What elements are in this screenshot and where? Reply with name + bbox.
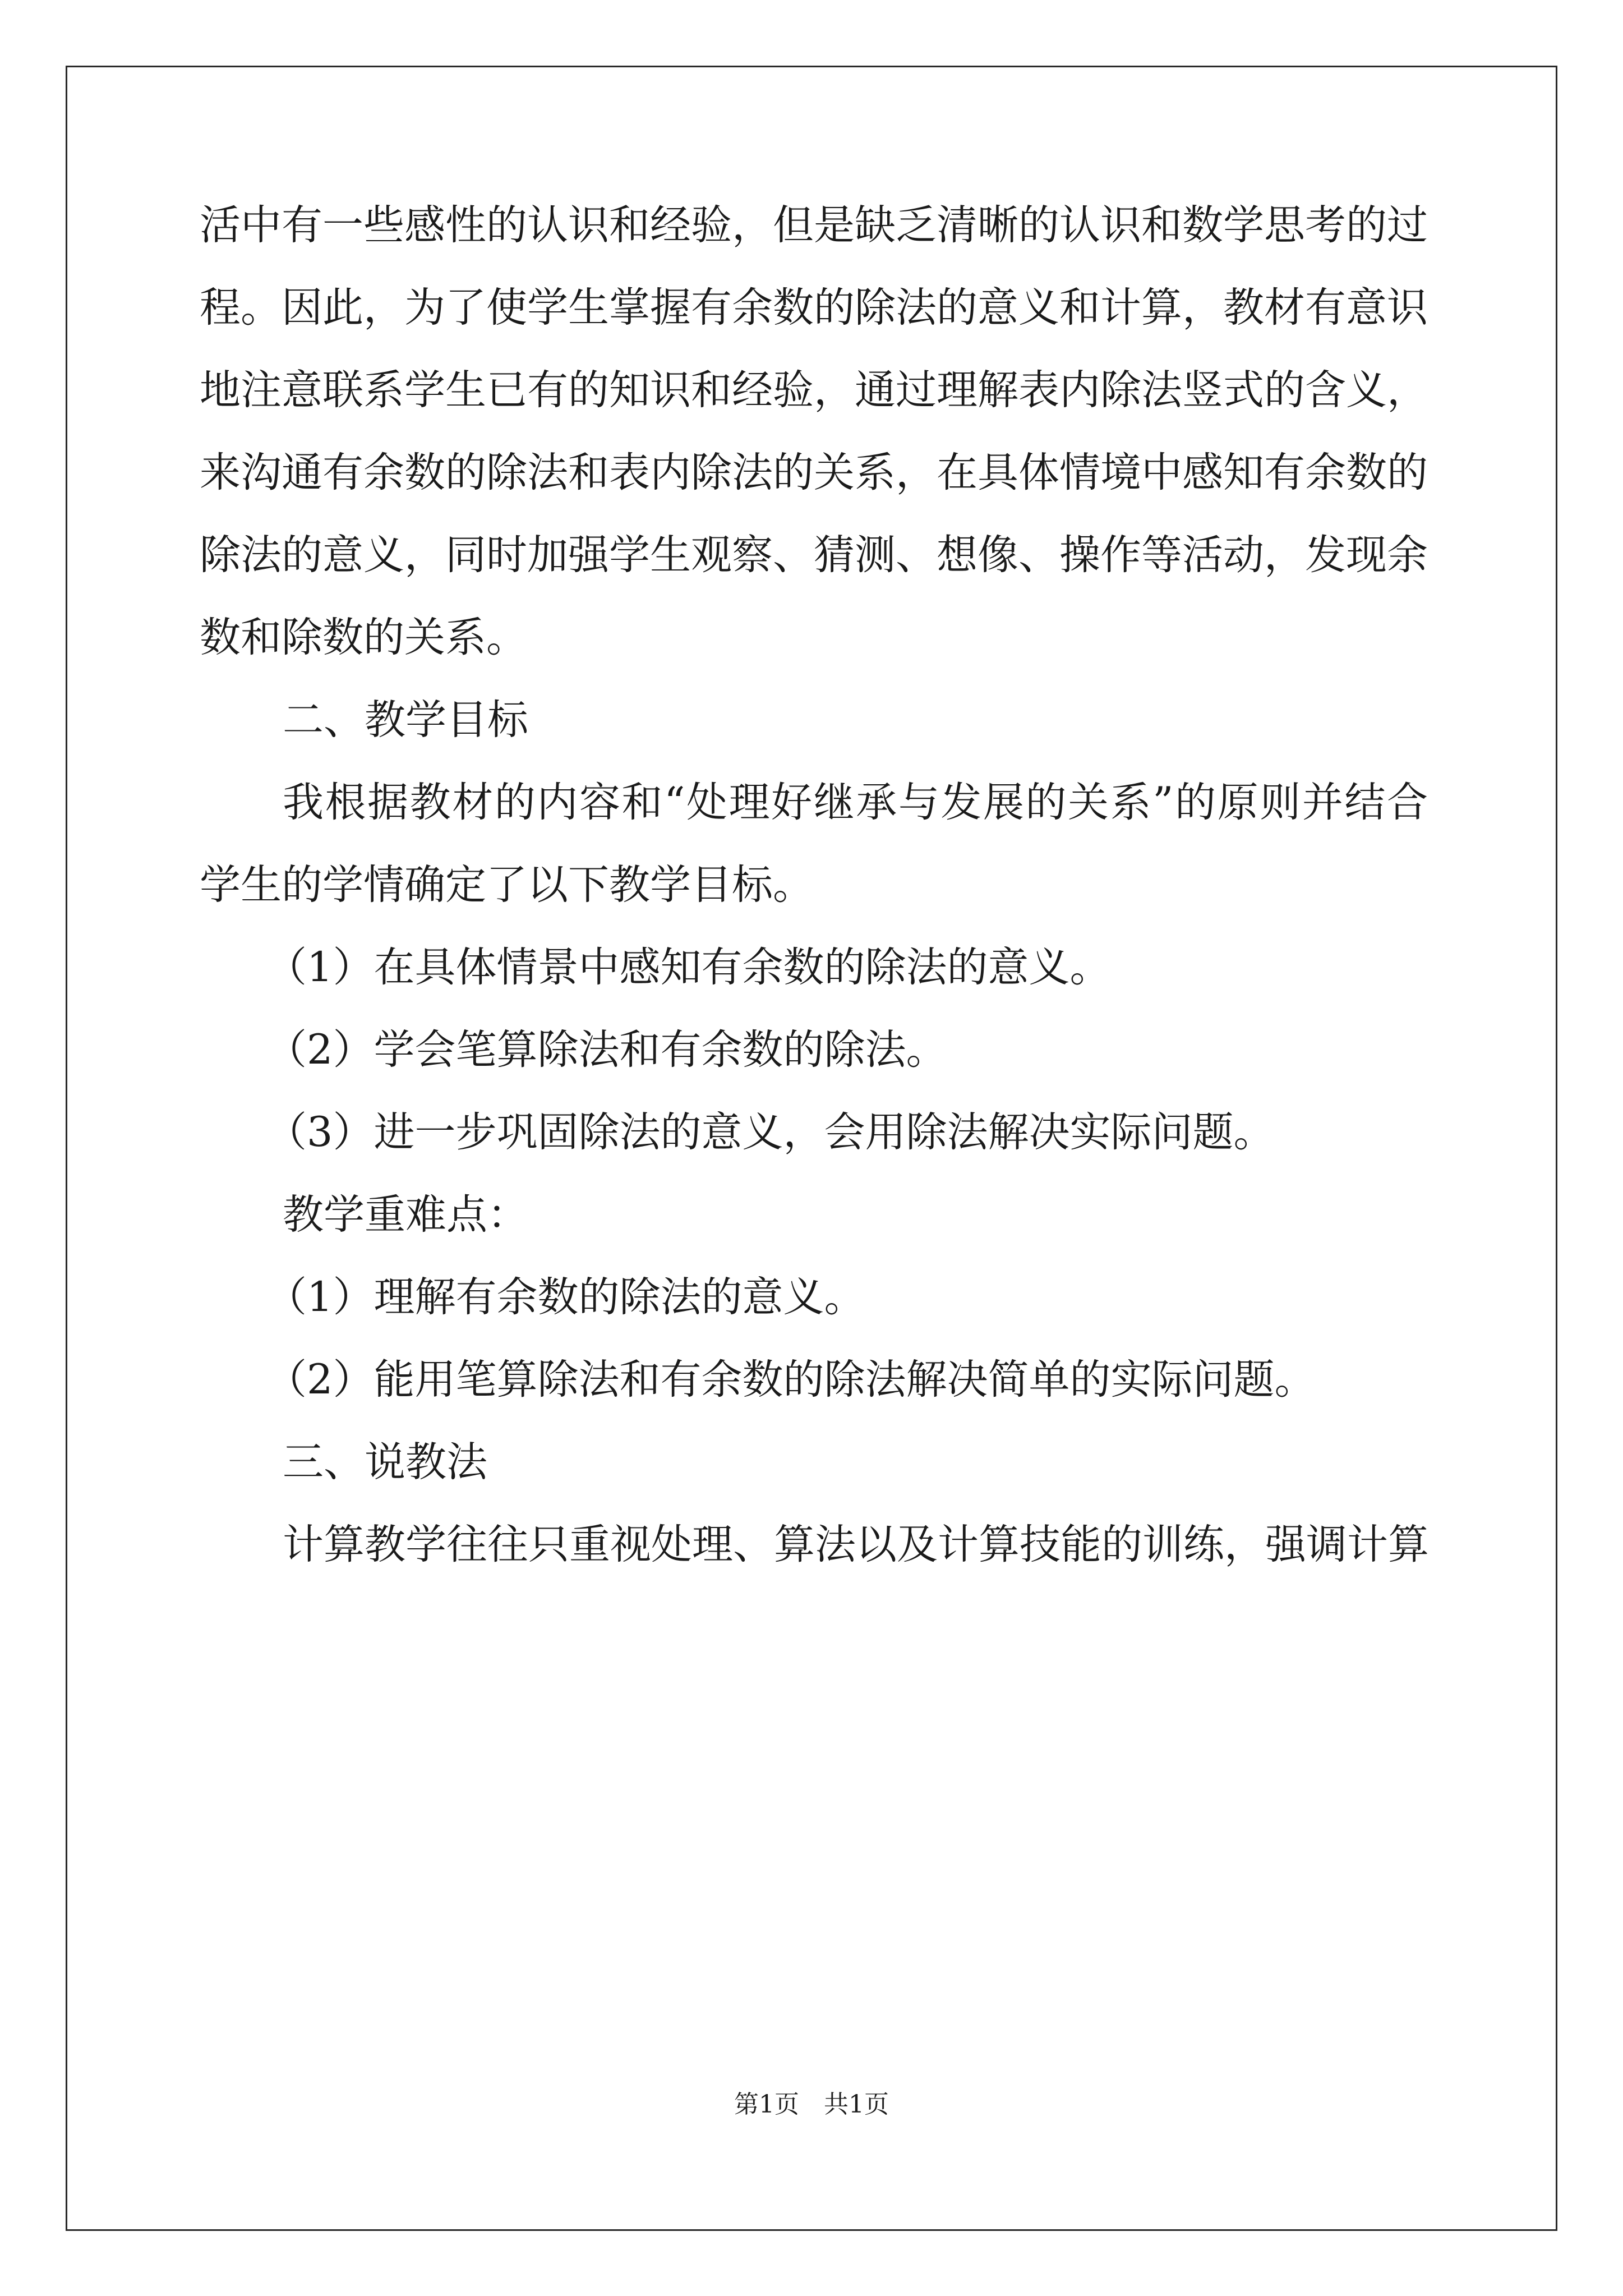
- paragraph-line: 计算教学往往只重视处理、算法以及计算技能的训练，强调计算: [283, 1521, 1429, 1568]
- section-heading: 二、教学目标: [283, 696, 528, 744]
- paragraph-line: 来沟通有余数的除法和表内除法的关系，在具体情境中感知有余数的: [200, 449, 1428, 496]
- section-heading: 三、说教法: [283, 1438, 487, 1486]
- subheading: 教学重难点：: [283, 1191, 528, 1239]
- paragraph-line: 数和除数的关系。: [200, 614, 527, 661]
- list-item: （3）进一步巩固除法的意义，会用除法解决实际问题。: [266, 1108, 1275, 1156]
- list-item: （1）在具体情景中感知有余数的除法的意义。: [266, 944, 1111, 991]
- list-item: （2）能用笔算除法和有余数的除法解决简单的实际问题。: [266, 1356, 1316, 1404]
- paragraph-line: 除法的意义，同时加强学生观察、猜测、想像、操作等活动，发现余: [200, 531, 1428, 579]
- paragraph-line: 我根据教材的内容和“处理好继承与发展的关系”的原则并结合: [283, 779, 1428, 826]
- paragraph-line: 学生的学情确定了以下教学目标。: [200, 861, 814, 909]
- list-item: （2）学会笔算除法和有余数的除法。: [266, 1026, 947, 1074]
- list-item: （1）理解有余数的除法的意义。: [266, 1273, 865, 1321]
- paragraph-line: 程。因此，为了使学生掌握有余数的除法的意义和计算，教材有意识: [200, 284, 1428, 332]
- page-footer: 第1页 共1页: [734, 2090, 889, 2119]
- paragraph-line: 地注意联系学生已有的知识和经验，通过理解表内除法竖式的含义，: [200, 366, 1428, 414]
- paragraph-line: 活中有一些感性的认识和经验，但是缺乏清晰的认识和数学思考的过: [200, 201, 1428, 249]
